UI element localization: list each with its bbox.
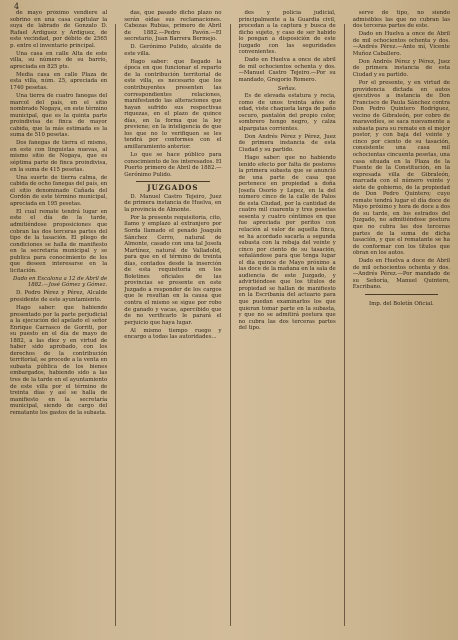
paragraph: serve de tipo, no siendo admisibles las que no cubran las dos terceras partes de este. (352, 10, 450, 30)
paragraph: Una suerte de tierra calma, de cabida de ocho fanegas del país, en el sitio denominado Cañada del Cordón de este término municipal, apreciada en 195 pesetas. (10, 174, 108, 207)
paragraph: D. Manuel Castro Tejeiro, Juez de primera instancia de Huelva, en la provincia de Almonte. (124, 193, 222, 213)
paragraph: Una tierra de cuatro fanegas del marcol del país, en el sitio nombrado Nogaya, en este término municipal, que es la quinta parte proindivisa de finca de mayor cabida, que la más estimada es la suma de 510 pesetas. (10, 93, 108, 139)
paragraph: das, que pasado dicho plazo no serán oídas sus reclamaciones. Cabezas Rubias, primero de Abril de 1882.—Pedro Pavón.—El secretario, Juan Barrera Bermejo. (124, 10, 222, 43)
paragraph: Hago saber: que habiendo presentado por la parte perjudicial a la ejecución del apelado el señor Enrique Carrasco de Gorriti, por su puesto en el día de mayo de 1882, a las diez y en virtud de haber sido aprobado, con los derechos de la contribución territorial, se procede a la venta en subasta pública de los bienes embargados, habiendo sido a las tres de la tarde en el ayuntamiento de este villa por el término de treinta días y así se halla de manifiesto en la secretaría municipal, siendo de cargo del rematante los gastos de la subasta. (10, 305, 108, 416)
paragraph: Dado en Huelva a once de Abril de mil ochocientos ochenta y dos.—Andrés Pérez.—Ante mí, Vicente Muñoz Caballero. (352, 31, 450, 57)
column-1 (10, 10, 107, 636)
section-heading: JUZGADOS (147, 183, 199, 193)
paragraph: D. Pedro Pérez y Pérez, Alcalde presidente de este ayuntamiento. (10, 290, 108, 303)
paragraph: Hago saber: que no habiendo tenido efecto por falta de postores la primera subasta que se anunció de una parte de casa que pertenece en propiedad a doña Josefa Osorio y Lepez, en la del número cinco de la calle de Palos de esta Ciudad, por la cantidad de cuatro mil cuarenta y tres pesetas sesenta y cuatro céntimos en que fue apreciada por peritos con relación al valor de aquella finca, se ha acordado sacarla a segunda subasta con la rebaja del veinte y cinco por ciento de su tasación, señalándose para que tenga lugar el día quince de Mayo próximo a las doce de la mañana en la sala de audiencia de este Juzgado, y advirtiéndose que los títulos de propiedad se hallan de manifiesto en la Escribanía del actuario para que puedan examinarlos los que quieran tomar parte en la subasta, y que no se admitirá postura que no cubra las dos terceras partes del tipo. (238, 154, 336, 332)
paragraph: Hago saber: que llegado la época en que funcionar el reparto de la contribución territorial de este villa, es necesario que los contribuyentes presenten las correspondientes relaciones, manifestando las alteraciones que hayan sufrido sus respectivas riquezas, en el plazo de quince días, en la forma que la ley previene; en la inteligencia de que los que no lo verifiquen se les tendrá por conformes con el amillaramiento anterior. (124, 58, 222, 150)
column-3 (239, 10, 336, 636)
paragraph: D. Gerónimo Pulido, alcalde de este villa. (124, 44, 222, 57)
paragraph: des y policía judicial, principalmente a la Guardia civil, procedan a la captura y busca de dicho sujeto, y caso de ser habido lo pongan a disposición de este Juzgado con las seguridades convenientes. (238, 10, 336, 56)
column-4 (353, 10, 450, 636)
column-2 (124, 10, 221, 636)
paragraph: Es de elevada estatura y recia, como de unos treinta años de edad, viste chaqueta larga de paño oscuro, pantalón del propio color, sombrero hongo negro, y calza alpargatas corrientes. (238, 93, 336, 132)
paragraph: Por la presente requisitoria, cito, llamo y emplazo al extranjero por Sorda llamado el penado Joaquín Sánchez Cerro, natural de Almonte, casado con una tal Josefa Martínez, natural de Valladolid, para que en el término de treinta días, contados desde la inserción de esta requisitoria en los Boletines oficiales de las provincias se presente en este Juzgado a responder de los cargos que le resultan en la causa que contra el mismo se sigue por robo de ganado y vacas, apercibido que de no verificarlo le parará el perjuicio que haya lugar. (124, 214, 222, 326)
printer-imprint: Imp. del Boletín Oficial. (368, 300, 434, 307)
paragraph: Lo que se hace público para conocimiento de los interesados. El Puerto primero de Abril de 1882.—Gerónimo Pulido. (124, 151, 222, 178)
paragraph: Dado en Huelva a doce de Abril de mil ochocientos ochenta y dos.—Andrés Pérez.—Por mandado de su Señoría, Manuel Quintero, Escribano. (352, 258, 450, 291)
column-divider (344, 24, 345, 626)
paragraph: El cual remate tendrá lugar en este el día de la tarde, admitiéndose proposiciones que cobran las dos terceras partes del tipo de la tasación. El pliego de condiciones se halla de manifiesto en la secretaría municipal y se publica para conocimiento de los que deseen interesarse en la licitación. (10, 208, 108, 274)
paragraph: Media casa en calle Plaza de esta villa, núm. 25, apreciada en 1740 pesetas. (10, 71, 108, 92)
paragraph: Dado en Huelva a once de abril de mil ochocientos ochenta y dos.—Manuel Castro Tejeiro.—Por su mandado, Gregorio Romero. (238, 57, 336, 83)
subheading: Señas. (277, 85, 297, 92)
paragraph: Por el presente, y en virtud de providencia dictada en autos ejecutivos a instancia de Don Francisco de Paula Sánchez contra Don Pedro Quintero Rodríguez, vecino de Gibraleón, por cobro de maravedíes, se saca nuevamente a subasta para su remate en el mejor postor, y con baja del veinte y cinco por ciento de su tasación, consistente una casa mil ochocientas cincuenta pesetas, una casa situada en la Plaza de la Fuente de la Constitución, en la expresada villa de Gibraleón, marcada con el número veinte y siete de gobierno, de la propiedad de Don Pedro Quintero; cuyo remate tendrá lugar el día doce de Mayo próximo y hora de doce a dos de su tarde, en los estrados del Juzgado, no admitiéndose postura que no cubra las dos terceras partes de la suma de dicha tasación, y que el rematante se ha de conformar con los títulos que obran en los autos. (352, 79, 450, 257)
page-number: 4 (14, 2, 21, 11)
paragraph: Don Andrés Pérez y Pérez, Juez de primera instancia de esta Ciudad y su partido. (352, 58, 450, 78)
paragraph: Dado en Escalona a 12 de Abril de 1882.—José Gómez y Gómez. (13, 275, 108, 289)
paragraph: de mayo próximo vendiere al sobrino en una casa capitular la suya de labrado de Gonzalo D. Rafael Ardiguez y Ardiguez, de este vecindad, por débito de 2565 p. entre el inventario principal. (10, 10, 108, 49)
column-divider (115, 24, 116, 626)
imprint-rule (365, 294, 438, 295)
columns (10, 10, 450, 636)
paragraph: Al mismo tiempo ruego y encargo a todas las autoridades... (124, 327, 222, 341)
column-divider (230, 24, 231, 626)
section-rule (136, 181, 209, 182)
paragraph: Don Andrés Pérez y Pérez, Juez de primera instancia de esta Ciudad y su partido. (238, 133, 336, 153)
paragraph: Una casa en calle Alta de este villa, su número de su barrio, apreciada en 825 pts. (10, 50, 108, 70)
paragraph: Dos fanegas de tierra el mismo, en este con linguistas nuevas, al mismo sitio de Nogaya, que es séptima parte de finca proindivisa, en la suma de 415 pesetas. (10, 140, 108, 173)
